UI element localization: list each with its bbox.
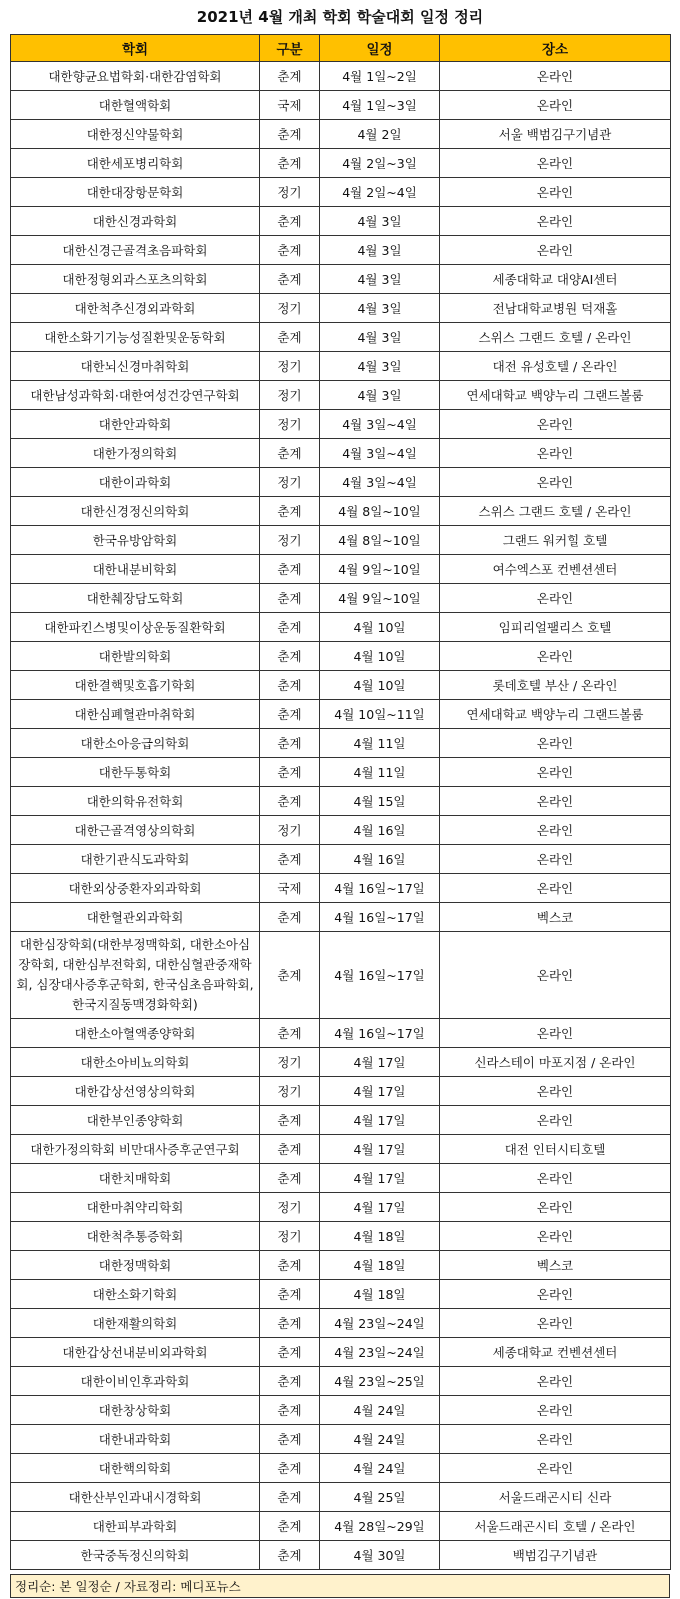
date-cell: 4월 10일 xyxy=(320,613,440,642)
type-cell: 춘계 xyxy=(260,1396,320,1425)
venue-cell: 온라인 xyxy=(440,178,671,207)
venue-cell: 온라인 xyxy=(440,1222,671,1251)
table-row xyxy=(11,236,671,265)
type-cell: 춘계 xyxy=(260,1135,320,1164)
society-cell: 대한가정의학회 xyxy=(11,439,260,468)
table-row xyxy=(11,1454,671,1483)
venue-cell: 서울드래곤시티 호텔 / 온라인 xyxy=(440,1512,671,1541)
type-cell: 춘계 xyxy=(260,1338,320,1367)
society-cell: 대한마취약리학회 xyxy=(11,1193,260,1222)
venue-cell: 서울 백범김구기념관 xyxy=(440,120,671,149)
venue-cell: 온라인 xyxy=(440,845,671,874)
society-cell: 대한내과학회 xyxy=(11,1425,260,1454)
venue-cell: 스위스 그랜드 호텔 / 온라인 xyxy=(440,497,671,526)
venue-cell: 온라인 xyxy=(440,1367,671,1396)
venue-cell: 온라인 xyxy=(440,207,671,236)
table-row xyxy=(11,1106,671,1135)
footer-note: 정리순: 본 일정순 / 자료정리: 메디포뉴스 xyxy=(10,1574,670,1598)
table-row xyxy=(11,1019,671,1048)
society-cell: 대한정신약물학회 xyxy=(11,120,260,149)
type-cell: 정기 xyxy=(260,352,320,381)
table-row xyxy=(11,62,671,91)
society-cell: 대한안과학회 xyxy=(11,410,260,439)
venue-cell: 서울드래곤시티 신라 xyxy=(440,1483,671,1512)
type-cell: 춘계 xyxy=(260,613,320,642)
date-cell: 4월 16일 xyxy=(320,816,440,845)
date-cell: 4월 9일~10일 xyxy=(320,555,440,584)
table-row xyxy=(11,787,671,816)
venue-cell: 연세대학교 백양누리 그랜드볼룸 xyxy=(440,700,671,729)
date-cell: 4월 3일 xyxy=(320,207,440,236)
society-cell: 대한기관식도과학회 xyxy=(11,845,260,874)
venue-cell: 온라인 xyxy=(440,236,671,265)
venue-cell: 온라인 xyxy=(440,642,671,671)
page-title: 2021년 4월 개최 학회 학술대회 일정 정리 xyxy=(196,8,484,26)
venue-cell: 임피리얼팰리스 호텔 xyxy=(440,613,671,642)
table-row xyxy=(11,845,671,874)
type-cell: 춘계 xyxy=(260,323,320,352)
date-cell: 4월 8일~10일 xyxy=(320,526,440,555)
table-row xyxy=(11,410,671,439)
date-cell: 4월 3일~4일 xyxy=(320,410,440,439)
venue-cell: 온라인 xyxy=(440,584,671,613)
date-cell: 4월 17일 xyxy=(320,1193,440,1222)
date-cell: 4월 23일~25일 xyxy=(320,1367,440,1396)
date-cell: 4월 3일 xyxy=(320,236,440,265)
table-row xyxy=(11,1048,671,1077)
date-cell: 4월 17일 xyxy=(320,1164,440,1193)
society-cell: 대한피부과학회 xyxy=(11,1512,260,1541)
date-cell: 4월 2일~3일 xyxy=(320,149,440,178)
table-row xyxy=(11,526,671,555)
venue-cell: 온라인 xyxy=(440,91,671,120)
type-cell: 춘계 xyxy=(260,729,320,758)
society-cell: 대한세포병리학회 xyxy=(11,149,260,178)
date-cell: 4월 24일 xyxy=(320,1425,440,1454)
society-cell: 대한가정의학회 비만대사증후군연구회 xyxy=(11,1135,260,1164)
venue-cell: 온라인 xyxy=(440,787,671,816)
table-row xyxy=(11,671,671,700)
table-row xyxy=(11,555,671,584)
date-cell: 4월 23일~24일 xyxy=(320,1309,440,1338)
venue-cell: 연세대학교 백양누리 그랜드볼룸 xyxy=(440,381,671,410)
table-row xyxy=(11,642,671,671)
type-cell: 국제 xyxy=(260,91,320,120)
date-cell: 4월 3일~4일 xyxy=(320,439,440,468)
table-row xyxy=(11,1280,671,1309)
date-cell: 4월 3일 xyxy=(320,265,440,294)
venue-cell: 온라인 xyxy=(440,1454,671,1483)
type-cell: 춘계 xyxy=(260,1251,320,1280)
society-cell: 대한핵의학회 xyxy=(11,1454,260,1483)
society-cell: 대한심장학회(대한부정맥학회, 대한소아심장학회, 대한심부전학회, 대한심혈관중재학회, 심장대사증후군학회, 한국심초음파학회, 한국지질동맥경화학회) xyxy=(11,932,260,1019)
date-cell: 4월 8일~10일 xyxy=(320,497,440,526)
type-cell: 춘계 xyxy=(260,671,320,700)
header-society: 학회 xyxy=(11,35,260,62)
venue-cell: 벡스코 xyxy=(440,1251,671,1280)
table-row xyxy=(11,294,671,323)
venue-cell: 온라인 xyxy=(440,932,671,1019)
table-row xyxy=(11,439,671,468)
table-row xyxy=(11,932,671,1019)
table-row xyxy=(11,207,671,236)
table-row xyxy=(11,120,671,149)
type-cell: 춘계 xyxy=(260,1512,320,1541)
venue-cell: 전남대학교병원 덕재홀 xyxy=(440,294,671,323)
type-cell: 춘계 xyxy=(260,1019,320,1048)
venue-cell: 온라인 xyxy=(440,1396,671,1425)
type-cell: 춘계 xyxy=(260,149,320,178)
date-cell: 4월 17일 xyxy=(320,1106,440,1135)
society-cell: 대한대장항문학회 xyxy=(11,178,260,207)
venue-cell: 온라인 xyxy=(440,1309,671,1338)
date-cell: 4월 24일 xyxy=(320,1454,440,1483)
venue-cell: 스위스 그랜드 호텔 / 온라인 xyxy=(440,323,671,352)
type-cell: 정기 xyxy=(260,294,320,323)
type-cell: 춘계 xyxy=(260,1309,320,1338)
table-row xyxy=(11,1135,671,1164)
society-cell: 대한소아응급의학회 xyxy=(11,729,260,758)
date-cell: 4월 16일~17일 xyxy=(320,903,440,932)
date-cell: 4월 1일~2일 xyxy=(320,62,440,91)
society-cell: 한국유방암학회 xyxy=(11,526,260,555)
society-cell: 한국중독정신의학회 xyxy=(11,1541,260,1570)
society-cell: 대한부인종양학회 xyxy=(11,1106,260,1135)
table-row xyxy=(11,149,671,178)
table-row xyxy=(11,468,671,497)
venue-cell: 온라인 xyxy=(440,1280,671,1309)
society-cell: 대한소화기학회 xyxy=(11,1280,260,1309)
date-cell: 4월 10일~11일 xyxy=(320,700,440,729)
date-cell: 4월 2일 xyxy=(320,120,440,149)
venue-cell: 온라인 xyxy=(440,1193,671,1222)
table-row xyxy=(11,1512,671,1541)
society-cell: 대한갑상선영상의학회 xyxy=(11,1077,260,1106)
type-cell: 정기 xyxy=(260,816,320,845)
venue-cell: 롯데호텔 부산 / 온라인 xyxy=(440,671,671,700)
table-row xyxy=(11,1396,671,1425)
date-cell: 4월 30일 xyxy=(320,1541,440,1570)
society-cell: 대한정맥학회 xyxy=(11,1251,260,1280)
society-cell: 대한이과학회 xyxy=(11,468,260,497)
table-row xyxy=(11,1541,671,1570)
society-cell: 대한치매학회 xyxy=(11,1164,260,1193)
table-row xyxy=(11,1222,671,1251)
type-cell: 정기 xyxy=(260,381,320,410)
type-cell: 춘계 xyxy=(260,1280,320,1309)
society-cell: 대한소아혈액종양학회 xyxy=(11,1019,260,1048)
society-cell: 대한신경과학회 xyxy=(11,207,260,236)
society-cell: 대한두통학회 xyxy=(11,758,260,787)
venue-cell: 온라인 xyxy=(440,874,671,903)
type-cell: 정기 xyxy=(260,526,320,555)
type-cell: 춘계 xyxy=(260,207,320,236)
society-cell: 대한내분비학회 xyxy=(11,555,260,584)
date-cell: 4월 16일 xyxy=(320,845,440,874)
society-cell: 대한재활의학회 xyxy=(11,1309,260,1338)
venue-cell: 신라스테이 마포지점 / 온라인 xyxy=(440,1048,671,1077)
table-body xyxy=(11,62,671,1570)
date-cell: 4월 25일 xyxy=(320,1483,440,1512)
society-cell: 대한척추신경외과학회 xyxy=(11,294,260,323)
table-row xyxy=(11,1077,671,1106)
society-cell: 대한외상중환자외과학회 xyxy=(11,874,260,903)
date-cell: 4월 17일 xyxy=(320,1077,440,1106)
venue-cell: 온라인 xyxy=(440,62,671,91)
venue-cell: 대전 유성호텔 / 온라인 xyxy=(440,352,671,381)
type-cell: 춘계 xyxy=(260,700,320,729)
society-cell: 대한남성과학회·대한여성건강연구학회 xyxy=(11,381,260,410)
society-cell: 대한발의학회 xyxy=(11,642,260,671)
table-row xyxy=(11,584,671,613)
venue-cell: 온라인 xyxy=(440,1106,671,1135)
date-cell: 4월 15일 xyxy=(320,787,440,816)
type-cell: 춘계 xyxy=(260,1106,320,1135)
table-header-row xyxy=(11,35,671,62)
date-cell: 4월 1일~3일 xyxy=(320,91,440,120)
venue-cell: 여수엑스포 컨벤션센터 xyxy=(440,555,671,584)
type-cell: 정기 xyxy=(260,178,320,207)
type-cell: 춘계 xyxy=(260,787,320,816)
venue-cell: 벡스코 xyxy=(440,903,671,932)
society-cell: 대한척추통증학회 xyxy=(11,1222,260,1251)
header-date: 일정 xyxy=(320,35,440,62)
type-cell: 춘계 xyxy=(260,845,320,874)
type-cell: 정기 xyxy=(260,1077,320,1106)
table-row xyxy=(11,1425,671,1454)
society-cell: 대한뇌신경마취학회 xyxy=(11,352,260,381)
society-cell: 대한신경정신의학회 xyxy=(11,497,260,526)
table-row xyxy=(11,613,671,642)
type-cell: 춘계 xyxy=(260,497,320,526)
type-cell: 춘계 xyxy=(260,758,320,787)
date-cell: 4월 16일~17일 xyxy=(320,1019,440,1048)
date-cell: 4월 18일 xyxy=(320,1280,440,1309)
date-cell: 4월 16일~17일 xyxy=(320,932,440,1019)
venue-cell: 온라인 xyxy=(440,729,671,758)
table-row xyxy=(11,700,671,729)
society-cell: 대한향균요법학회·대한감염학회 xyxy=(11,62,260,91)
society-cell: 대한갑상선내분비외과학회 xyxy=(11,1338,260,1367)
society-cell: 대한근골격영상의학회 xyxy=(11,816,260,845)
table-row xyxy=(11,729,671,758)
type-cell: 정기 xyxy=(260,410,320,439)
date-cell: 4월 2일~4일 xyxy=(320,178,440,207)
society-cell: 대한창상학회 xyxy=(11,1396,260,1425)
date-cell: 4월 3일 xyxy=(320,352,440,381)
type-cell: 춘계 xyxy=(260,555,320,584)
type-cell: 춘계 xyxy=(260,439,320,468)
date-cell: 4월 23일~24일 xyxy=(320,1338,440,1367)
table-row xyxy=(11,903,671,932)
date-cell: 4월 28일~29일 xyxy=(320,1512,440,1541)
venue-cell: 세종대학교 대양AI센터 xyxy=(440,265,671,294)
venue-cell: 온라인 xyxy=(440,410,671,439)
table-row xyxy=(11,1251,671,1280)
venue-cell: 백범김구기념관 xyxy=(440,1541,671,1570)
society-cell: 대한소아비뇨의학회 xyxy=(11,1048,260,1077)
date-cell: 4월 24일 xyxy=(320,1396,440,1425)
date-cell: 4월 3일 xyxy=(320,381,440,410)
type-cell: 춘계 xyxy=(260,1425,320,1454)
type-cell: 국제 xyxy=(260,874,320,903)
type-cell: 정기 xyxy=(260,468,320,497)
venue-cell: 온라인 xyxy=(440,468,671,497)
table-row xyxy=(11,178,671,207)
date-cell: 4월 16일~17일 xyxy=(320,874,440,903)
table-row xyxy=(11,1164,671,1193)
type-cell: 춘계 xyxy=(260,62,320,91)
type-cell: 춘계 xyxy=(260,1541,320,1570)
venue-cell: 온라인 xyxy=(440,1019,671,1048)
society-cell: 대한이비인후과학회 xyxy=(11,1367,260,1396)
date-cell: 4월 11일 xyxy=(320,729,440,758)
venue-cell: 온라인 xyxy=(440,1077,671,1106)
society-cell: 대한결핵및호흡기학회 xyxy=(11,671,260,700)
venue-cell: 온라인 xyxy=(440,816,671,845)
type-cell: 정기 xyxy=(260,1222,320,1251)
type-cell: 춘계 xyxy=(260,932,320,1019)
table-row xyxy=(11,497,671,526)
venue-cell: 온라인 xyxy=(440,149,671,178)
type-cell: 춘계 xyxy=(260,120,320,149)
date-cell: 4월 17일 xyxy=(320,1048,440,1077)
society-cell: 대한심폐혈관마취학회 xyxy=(11,700,260,729)
table-row xyxy=(11,874,671,903)
table-row xyxy=(11,1193,671,1222)
table-row xyxy=(11,1483,671,1512)
date-cell: 4월 18일 xyxy=(320,1222,440,1251)
society-cell: 대한파킨스병및이상운동질환학회 xyxy=(11,613,260,642)
venue-cell: 온라인 xyxy=(440,758,671,787)
table-row xyxy=(11,816,671,845)
venue-cell: 대전 인터시티호텔 xyxy=(440,1135,671,1164)
date-cell: 4월 9일~10일 xyxy=(320,584,440,613)
date-cell: 4월 11일 xyxy=(320,758,440,787)
table-row xyxy=(11,91,671,120)
date-cell: 4월 18일 xyxy=(320,1251,440,1280)
society-cell: 대한췌장담도학회 xyxy=(11,584,260,613)
table-row xyxy=(11,323,671,352)
date-cell: 4월 10일 xyxy=(320,642,440,671)
date-cell: 4월 3일 xyxy=(320,323,440,352)
header-type: 구분 xyxy=(260,35,320,62)
type-cell: 정기 xyxy=(260,1193,320,1222)
venue-cell: 온라인 xyxy=(440,1164,671,1193)
date-cell: 4월 3일 xyxy=(320,294,440,323)
society-cell: 대한정형외과스포츠의학회 xyxy=(11,265,260,294)
society-cell: 대한신경근골격초음파학회 xyxy=(11,236,260,265)
table-row xyxy=(11,758,671,787)
society-cell: 대한혈관외과학회 xyxy=(11,903,260,932)
date-cell: 4월 10일 xyxy=(320,671,440,700)
table-row xyxy=(11,1338,671,1367)
header-venue: 장소 xyxy=(440,35,671,62)
type-cell: 춘계 xyxy=(260,1367,320,1396)
type-cell: 춘계 xyxy=(260,265,320,294)
date-cell: 4월 3일~4일 xyxy=(320,468,440,497)
type-cell: 춘계 xyxy=(260,1164,320,1193)
table-row xyxy=(11,1309,671,1338)
type-cell: 춘계 xyxy=(260,584,320,613)
date-cell: 4월 17일 xyxy=(320,1135,440,1164)
table-row xyxy=(11,381,671,410)
society-cell: 대한의학유전학회 xyxy=(11,787,260,816)
venue-cell: 그랜드 워커힐 호텔 xyxy=(440,526,671,555)
venue-cell: 온라인 xyxy=(440,1425,671,1454)
table-row xyxy=(11,352,671,381)
society-cell: 대한혈액학회 xyxy=(11,91,260,120)
venue-cell: 온라인 xyxy=(440,439,671,468)
type-cell: 춘계 xyxy=(260,1454,320,1483)
society-cell: 대한소화기기능성질환및운동학회 xyxy=(11,323,260,352)
table-row xyxy=(11,1367,671,1396)
type-cell: 춘계 xyxy=(260,1483,320,1512)
venue-cell: 세종대학교 컨벤션센터 xyxy=(440,1338,671,1367)
type-cell: 정기 xyxy=(260,1048,320,1077)
type-cell: 춘계 xyxy=(260,642,320,671)
table-row xyxy=(11,265,671,294)
schedule-table xyxy=(10,34,671,1570)
type-cell: 춘계 xyxy=(260,236,320,265)
society-cell: 대한산부인과내시경학회 xyxy=(11,1483,260,1512)
type-cell: 춘계 xyxy=(260,903,320,932)
